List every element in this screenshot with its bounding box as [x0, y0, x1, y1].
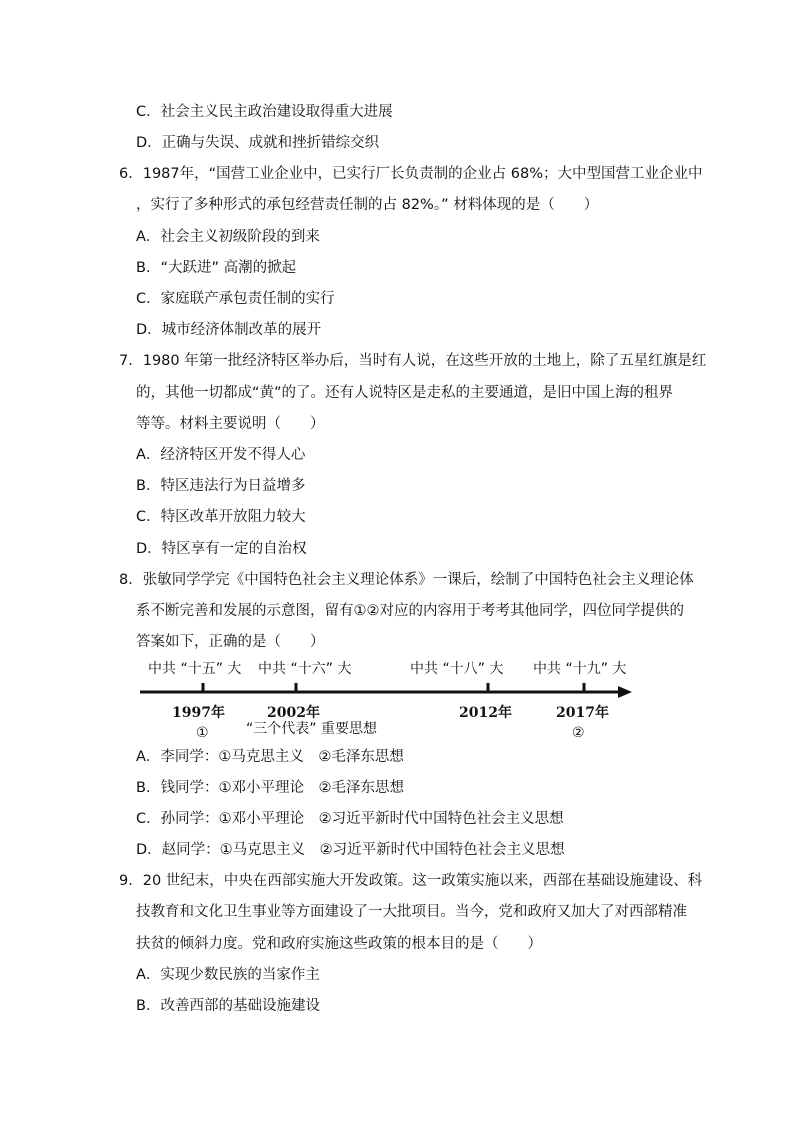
congress-15-label: 中共 “十五” 大 — [148, 661, 242, 677]
question-9-stem-cont-1: 技教育和文化卫生事业等方面建设了一大批项目。当今，党和政府又加大了对西部精准 — [136, 904, 687, 920]
question-7-stem-cont-2: 等等。材料主要说明（ ） — [136, 416, 325, 432]
question-9-stem: 9．20 世纪末，中央在西部实施大开发政策。这一政策实施以来，西部在基础设施建设、科 — [119, 873, 703, 889]
blank-marker-2: ② — [572, 725, 585, 741]
question-8-stem-cont-1: 系不断完善和发展的示意图，留有①②对应的内容用于考考其他同学，四位同学提供的 — [136, 603, 684, 619]
question-7-option-c[interactable]: C．特区改革开放阻力较大 — [136, 509, 306, 525]
question-7-option-d[interactable]: D．特区享有一定的自治权 — [136, 541, 307, 557]
question-8-stem-cont-2: 答案如下，正确的是（ ） — [136, 634, 325, 650]
question-8-stem: 8．张敏同学学完《中国特色社会主义理论体系》一课后，绘制了中国特色社会主义理论体 — [119, 572, 694, 588]
question-6-option-d[interactable]: D．城市经济体制改革的展开 — [136, 322, 322, 338]
year-2017: 2017年 — [556, 705, 609, 721]
option-c[interactable]: C．社会主义民主政治建设取得重大进展 — [136, 104, 393, 120]
timeline-arrow — [618, 686, 632, 698]
congress-16-label: 中共 “十六” 大 — [258, 661, 352, 677]
question-9-stem-cont-2: 扶贫的倾斜力度。党和政府实施这些政策的根本目的是（ ） — [136, 936, 542, 952]
year-2002: 2002年 — [267, 705, 320, 721]
blank-marker-1: ① — [196, 725, 209, 741]
option-d[interactable]: D．正确与失误、成就和挫折错综交织 — [136, 135, 380, 151]
question-6-stem-cont: ，实行了多种形式的承包经营责任制的占 82%。” 材料体现的是（ ） — [136, 197, 599, 213]
question-9-option-b[interactable]: B．改善西部的基础设施建设 — [136, 998, 320, 1014]
question-6-stem: 6．1987年，“国营工业企业中，已实行厂长负责制的企业占 68%；大中型国营工业企业中 — [119, 166, 703, 182]
question-9-option-a[interactable]: A．实现少数民族的当家作主 — [136, 967, 320, 983]
question-7-stem-cont-1: 的，其他一切都成“黄”的了。还有人说特区是走私的主要通道，是旧中国上海的租界 — [136, 385, 674, 401]
question-8-option-c[interactable]: C．孙同学：①邓小平理论 ②习近平新时代中国特色社会主义思想 — [136, 811, 564, 827]
question-8-option-a[interactable]: A．李同学：①马克思主义 ②毛泽东思想 — [136, 749, 404, 765]
year-2012: 2012年 — [459, 705, 512, 721]
question-6-option-b[interactable]: B．“大跃进” 高潮的掀起 — [136, 260, 297, 276]
year-1997: 1997年 — [172, 705, 225, 721]
question-8-option-b[interactable]: B．钱同学：①邓小平理论 ②毛泽东思想 — [136, 780, 404, 796]
congress-19-label: 中共 “十九” 大 — [533, 661, 627, 677]
congress-18-label: 中共 “十八” 大 — [410, 661, 504, 677]
question-8-option-d[interactable]: D．赵同学：①马克思主义 ②习近平新时代中国特色社会主义思想 — [136, 842, 565, 858]
question-7-option-b[interactable]: B．特区违法行为日益增多 — [136, 478, 306, 494]
question-6-option-c[interactable]: C．家庭联产承包责任制的实行 — [136, 291, 335, 307]
question-7-stem: 7．1980 年第一批经济特区举办后，当时有人说，在这些开放的土地上，除了五星红旗是红 — [119, 353, 707, 369]
question-6-option-a[interactable]: A．社会主义初级阶段的到来 — [136, 229, 320, 245]
question-7-option-a[interactable]: A．经济特区开发不得人心 — [136, 447, 306, 463]
three-represents-label: “三个代表” 重要思想 — [246, 721, 377, 737]
